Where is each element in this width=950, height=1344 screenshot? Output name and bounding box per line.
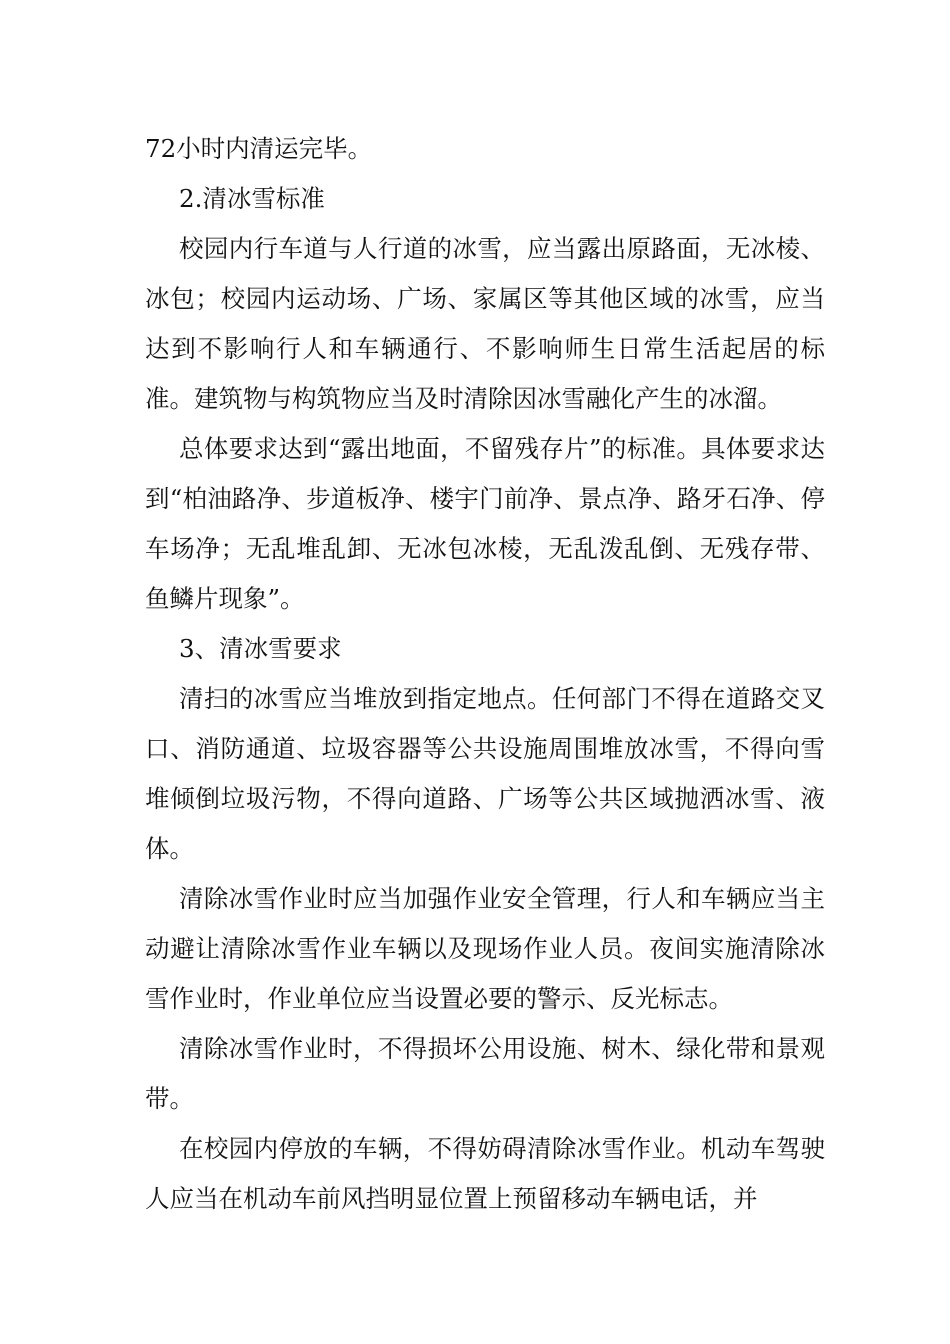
section-heading-clearing-requirements: 3、清冰雪要求 xyxy=(179,634,342,663)
paragraph-work-safety: 清除冰雪作业时应当加强作业安全管理，行人和车辆应当主动避让清除冰雪作业车辆以及现场作业人员。夜间实施清除冰雪作业时，作业单位应当设置必要的警示、反光标志。 xyxy=(145,884,825,1013)
paragraph-facility-protection: 清除冰雪作业时，不得损坏公用设施、树木、绿化带和景观带。 xyxy=(145,1034,825,1113)
paragraph-vehicle-parking: 在校园内停放的车辆，不得妨碍清除冰雪作业。机动车驾驶人应当在机动车前风挡明显位置上预留移动车辆电话，并 xyxy=(145,1134,825,1213)
section-heading-clearing-standard: 2.清冰雪标准 xyxy=(179,184,325,213)
paragraph-snow-piling: 清扫的冰雪应当堆放到指定地点。任何部门不得在道路交叉口、消防通道、垃圾容器等公共设施周围堆放冰雪，不得向雪堆倾倒垃圾污物，不得向道路、广场等公共区域抛洒冰雪、液体。 xyxy=(145,684,825,863)
paragraph-overall-requirement: 总体要求达到“露出地面，不留残存片”的标准。具体要求达到“柏油路净、步道板净、楼宇门前净、景点净、路牙石净、停车场净；无乱堆乱卸、无冰包冰棱，无乱泼乱倒、无残存带、鱼鳞片现象”。 xyxy=(145,434,825,613)
paragraph-continuation: 72小时内清运完毕。 xyxy=(145,134,373,163)
paragraph-road-standard: 校园内行车道与人行道的冰雪，应当露出原路面，无冰棱、冰包；校园内运动场、广场、家属区等其他区域的冰雪，应当达到不影响行人和车辆通行、不影响师生日常生活起居的标准。建筑物与构筑物应当及时清除因冰雪融化产生的冰溜。 xyxy=(145,234,825,413)
document-body xyxy=(145,124,825,1224)
